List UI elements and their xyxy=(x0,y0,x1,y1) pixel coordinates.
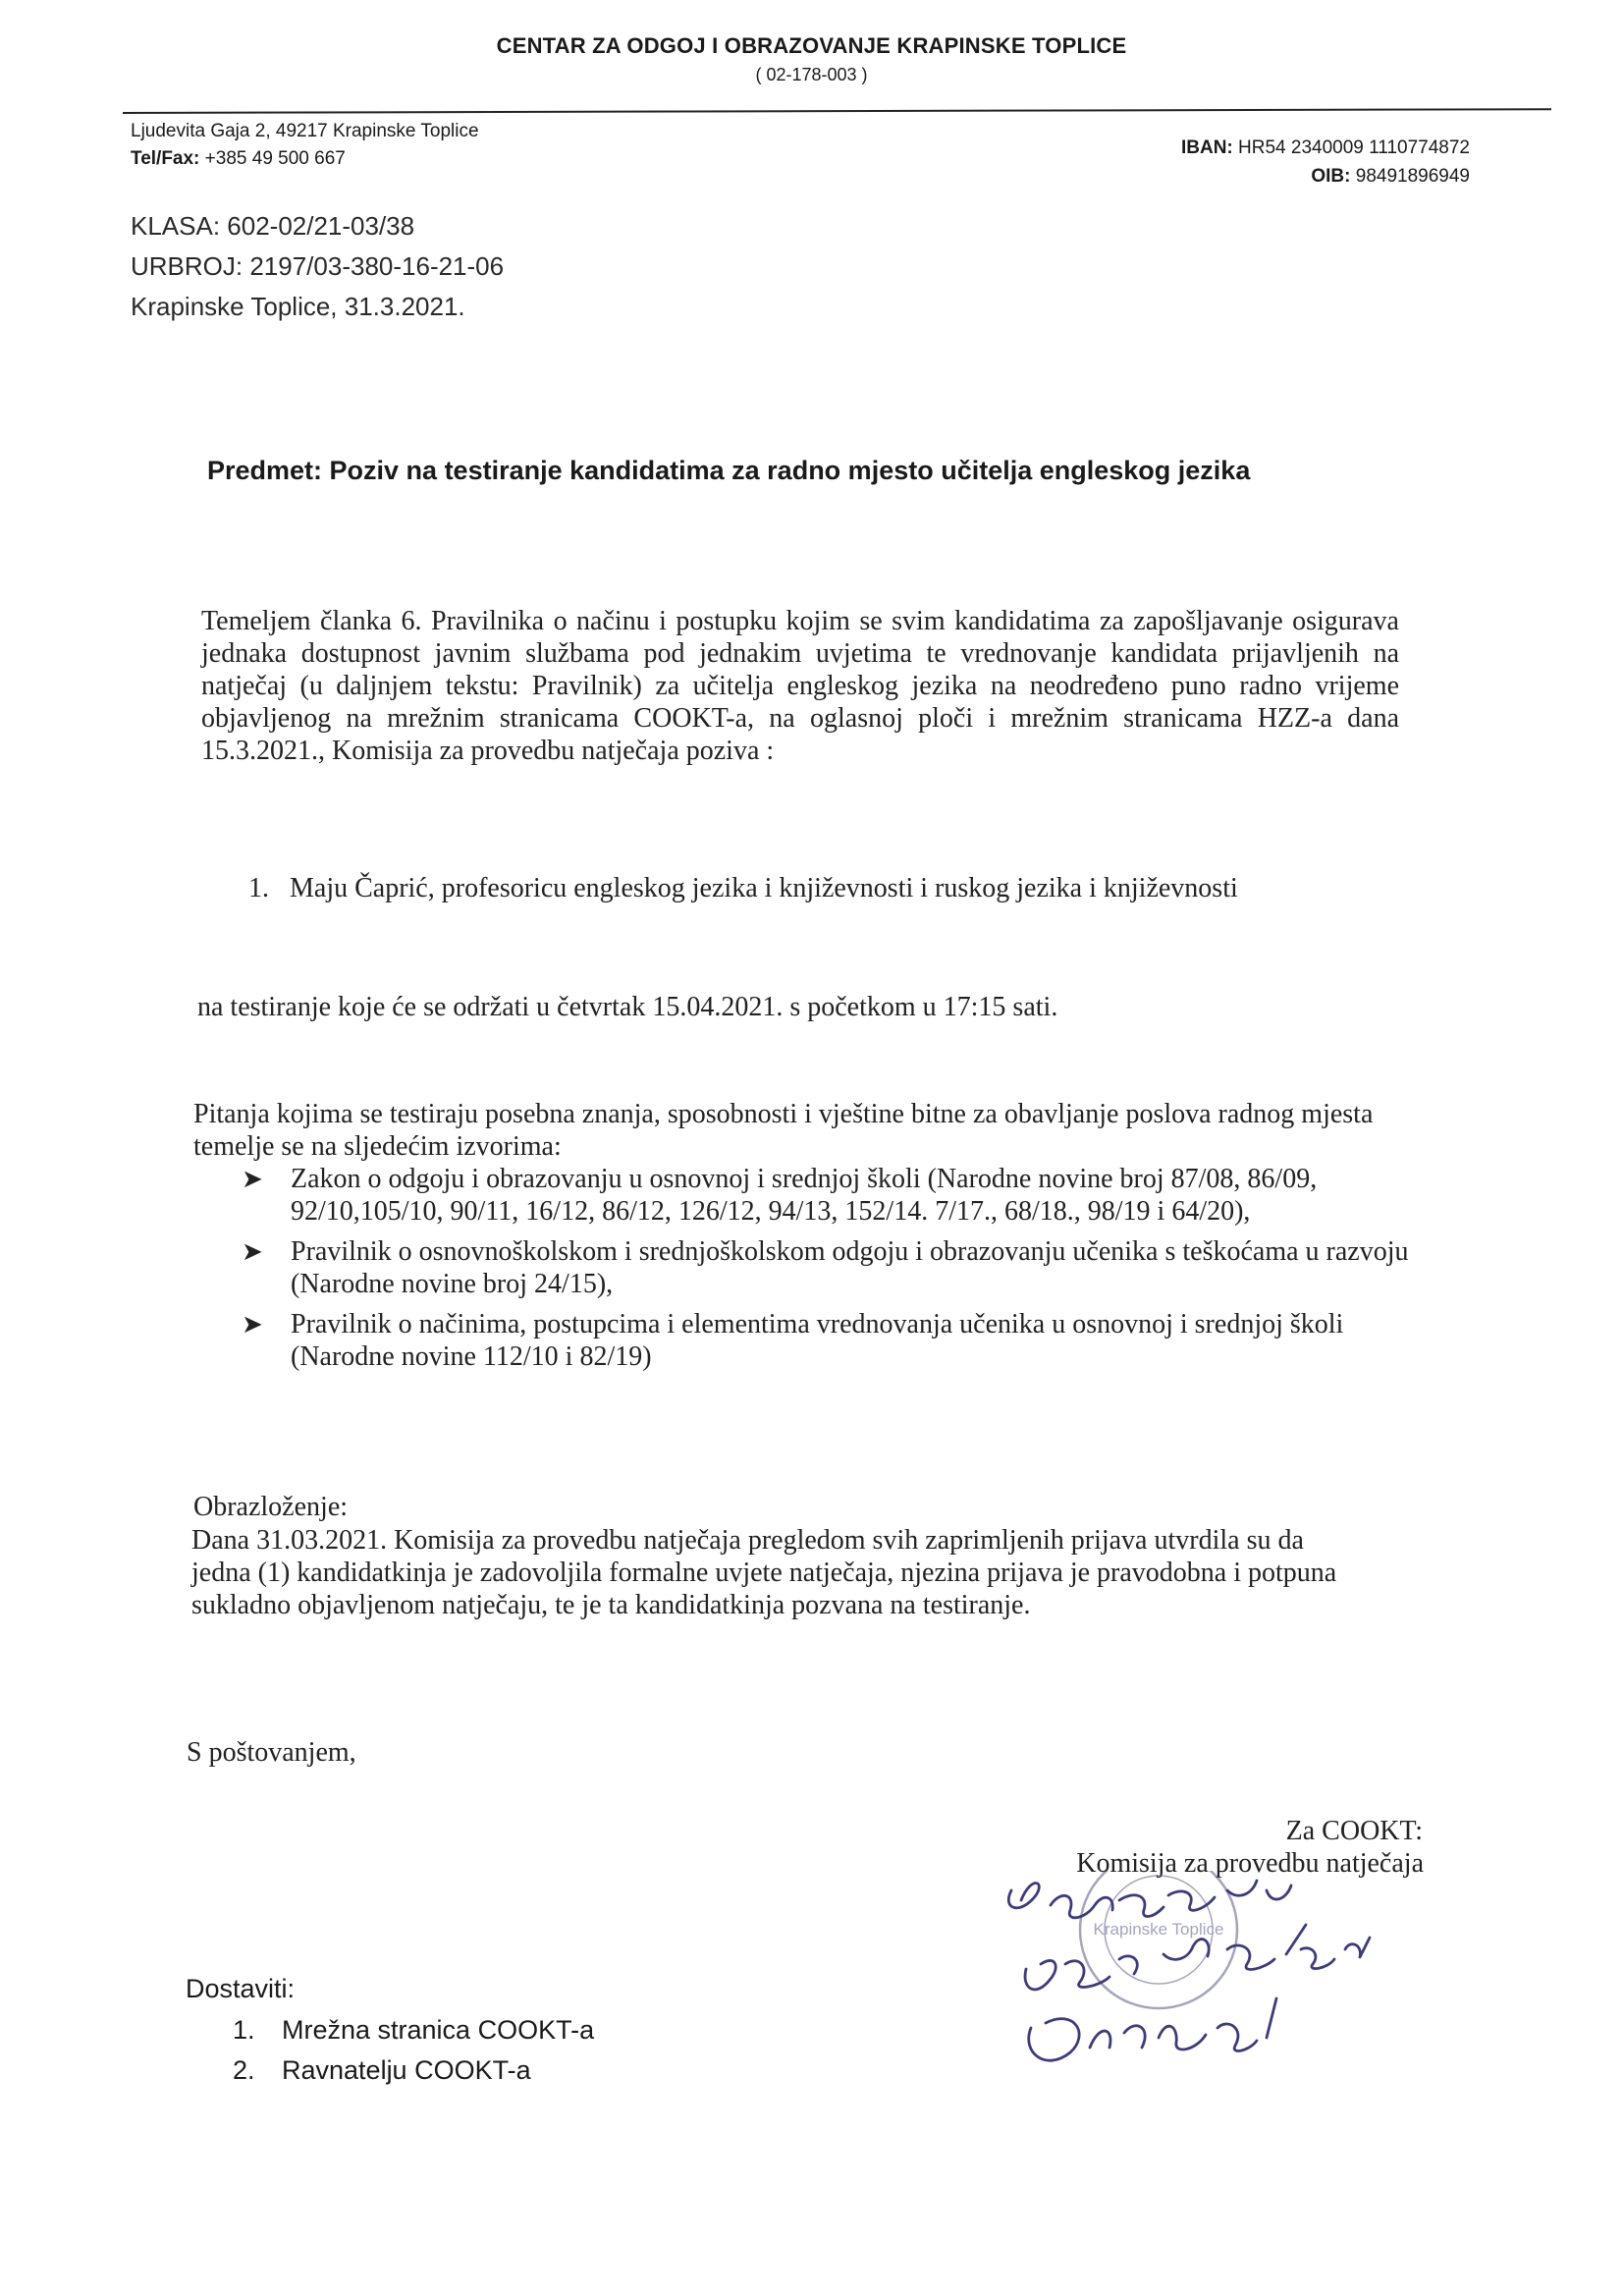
source-text: Zakon o odgoju i obrazovanju u osnovnoj i srednjoj školi (Narodne novine broj 87/08, 86/09, 92/10,105/10, 90/11, 16/12, 86/12, 126/12, 94/13, 152/14. 7/17., 68/18., 98/19 i 64/20), xyxy=(291,1164,1318,1227)
delivery-list xyxy=(233,2010,594,2091)
stamp-icon xyxy=(1080,1871,1237,2008)
item-text: Mrežna stranica COOKT-a xyxy=(282,2015,595,2045)
iban-label: IBAN: xyxy=(1180,137,1233,158)
test-time-paragraph: na testiranje koje će se održati u četvrtak 15.04.2021. s početkom u 17:15 sati. xyxy=(197,992,1058,1022)
institution-name: CENTAR ZA ODGOJ I OBRAZOVANJE KRAPINSKE TOPLICE xyxy=(496,33,1127,58)
signature-committee: Komisija za provedbu natječaja xyxy=(1076,1848,1424,1879)
candidate-name: Maju Čaprić, profesoricu engleskog jezika i književnosti i ruskog jezika i književnosti xyxy=(290,873,1238,903)
telfax-line xyxy=(131,145,479,173)
iban-value: HR54 2340009 1110774872 xyxy=(1238,137,1470,158)
source-text: Pravilnik o osnovnoškolskom i srednjoškolskom odgoju i obrazovanju učenika s teškoćama u razvoju (Narodne novine broj 24/15), xyxy=(291,1236,1409,1299)
explanation-paragraph: Dana 31.03.2021. Komisija za provedbu natječaja pregledom svih zaprimljenih prijava utvrdila su da jedna (1) kandidatkinja je zadovoljila formalne uvjete natječaja, njezina prijava je pravodobna i potpuna sukladno objavljenom natječaju, te je ta kandidatkinja pozvana na testiranje. xyxy=(191,1525,1337,1620)
address-block xyxy=(131,118,479,173)
bank-info xyxy=(1181,134,1470,191)
reference-block xyxy=(131,206,504,327)
sources-list xyxy=(242,1163,1439,1381)
item-number: 1. xyxy=(233,2015,255,2045)
oib-value: 98491896949 xyxy=(1355,166,1470,187)
institution-code: ( 02-178-003 ) xyxy=(755,65,868,84)
closing-salutation: S poštovanjem, xyxy=(187,1737,356,1768)
item-number: 2. xyxy=(233,2055,255,2085)
sources-intro: Pitanja kojima se testiraju posebna znanja, sposobnosti i vještine bitne za obavljanje poslova radnog mjesta temelje se na sljedećim izvorima: xyxy=(193,1099,1374,1162)
place-date: Krapinske Toplice, 31.3.2021. xyxy=(131,292,465,321)
item-text: Ravnatelju COOKT-a xyxy=(282,2055,531,2085)
candidate-number: 1. xyxy=(248,873,269,903)
iban-line xyxy=(1181,134,1470,162)
handwritten-signatures-icon xyxy=(1008,1881,1370,2060)
arrow-bullet-icon: ➤ xyxy=(242,1237,263,1266)
source-text: Pravilnik o načinima, postupcima i elementima vrednovanja učenika u osnovnoj i srednjoj školi (Narodne novine 112/10 i 82/19) xyxy=(291,1309,1344,1372)
list-item xyxy=(242,1163,1439,1228)
list-item xyxy=(242,1235,1439,1300)
header-divider xyxy=(123,108,1551,114)
urbroj: URBROJ: 2197/03-380-16-21-06 xyxy=(131,251,505,281)
candidate-item xyxy=(248,872,1456,904)
delivery-title: Dostaviti: xyxy=(186,1974,296,2003)
subject-line: Predmet: Poziv na testiranje kandidatima za radno mjesto učitelja engleskog jezika xyxy=(207,456,1251,485)
list-item xyxy=(233,2010,594,2050)
telfax-value: +385 49 500 667 xyxy=(204,148,346,169)
telfax-label: Tel/Fax: xyxy=(131,148,200,169)
oib-label: OIB: xyxy=(1311,166,1351,187)
arrow-bullet-icon: ➤ xyxy=(242,1165,263,1193)
signature-stamp-image xyxy=(992,1871,1424,2087)
intro-paragraph: Temeljem članka 6. Pravilnika o načinu i postupku kojim se svim kandidatima za zapošljavanje osigurava jednaka dostupnost javnim službama pod jednakim uvjetima te vrednovanje kandidata prijavljenih na natječaj (u daljnjem tekstu: Pravilnik) za učitelja engleskog jezika na neodređeno puno radno vrijeme objavljenog na mrežnim stranicama COOKT-a, na oglasnoj ploči i mrežnim stranicama HZZ-a dana 15.3.2021., Komisija za provedbu natječaja poziva : xyxy=(201,606,1399,766)
signature-for: Za COOKT: xyxy=(1285,1816,1423,1846)
explanation-title: Obrazloženje: xyxy=(193,1492,349,1522)
oib-line xyxy=(1181,162,1470,191)
svg-text:Krapinske Toplice: Krapinske Toplice xyxy=(1093,1920,1224,1939)
street-address: Ljudevita Gaja 2, 49217 Krapinske Toplice xyxy=(131,121,479,141)
arrow-bullet-icon: ➤ xyxy=(242,1310,263,1339)
list-item xyxy=(233,2050,594,2091)
list-item xyxy=(242,1308,1439,1373)
klasa: KLASA: 602-02/21-03/38 xyxy=(131,211,415,241)
